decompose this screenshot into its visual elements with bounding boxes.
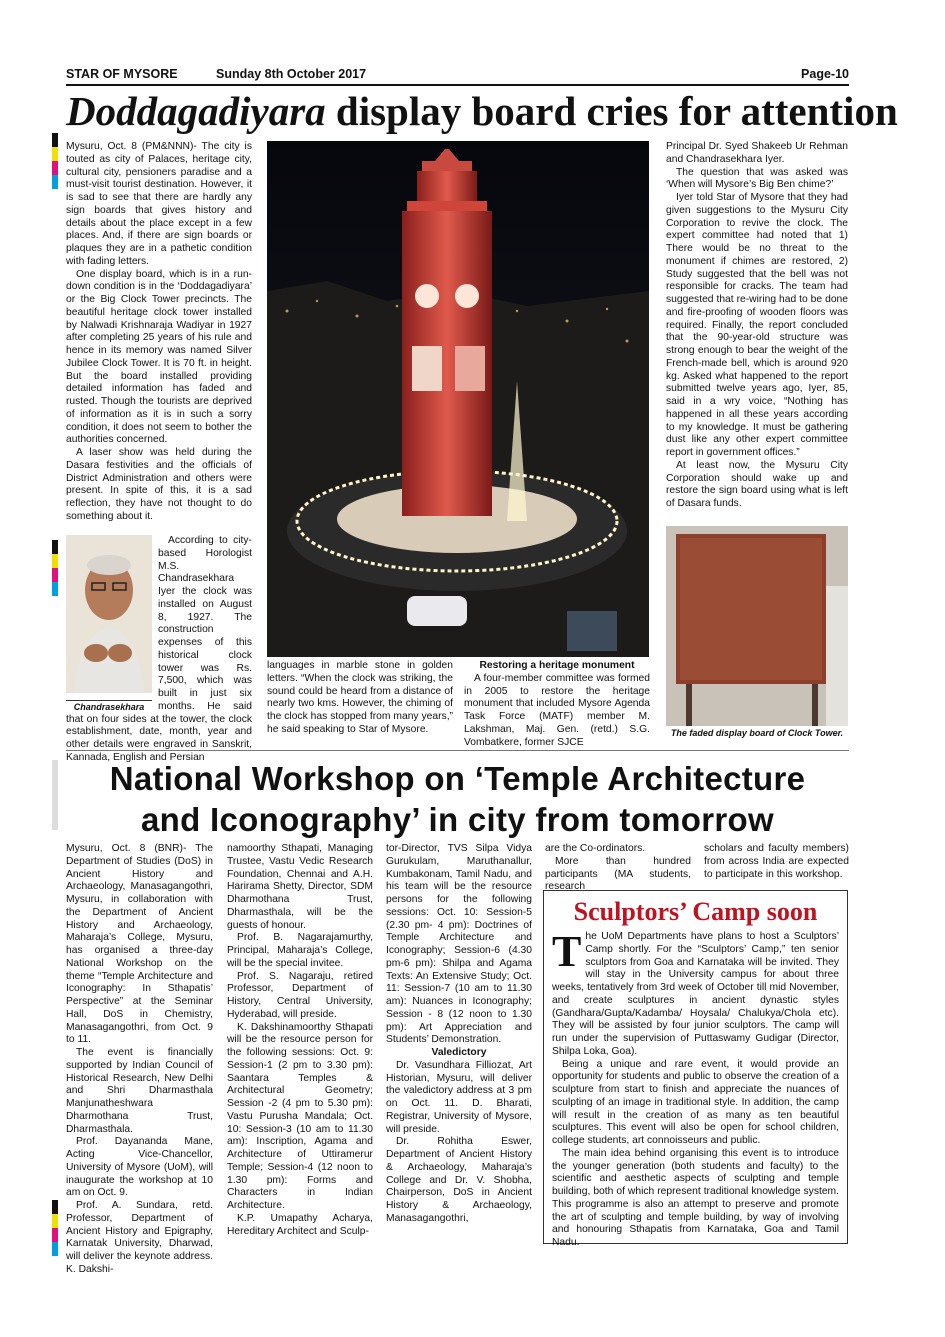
story2-para: The event is financially supported by Indian Council of Historical Research, New Delhi and Shri Dharmasthala Manjunatheshwara Dharmothana Trust, Dharmasthala. [66,1047,213,1135]
cmyk-bar-top [52,133,58,189]
headline-rest: display board cries for attention [325,88,898,134]
story2-para: namoorthy Sthapati, Managing Trustee, Vastu Vedic Research Foundation, Chennai and A.H. Harirama Shetty, Director, SDM Dharmothana Trust, Dharmasthala, will be the guests of honour. [227,843,373,931]
story1-col3 [464,660,650,746]
story1-para: One display board, which is in a run-down condition is in the ‘Doddagadiyara’ or the Big Clock Tower precincts. The beautiful heritage clock tower installed by Nalwadi Krishnaraja Wadiyar in 1927 after completing 25 years of his rule and hence in its memory was named Silver Jubilee Clock Tower. It is 70 ft. in height. But the board installed providing detailed information has faded and rusted. Though the tourists are deprived of information as it is in such a sorry condition, it does not seem to bother the authorities concerned. [66,268,252,446]
issue-date: Sunday 8th October 2017 [216,67,367,81]
story2-para: Dr. Rohitha Eswer, Department of Ancient History & Archaeology, Maharaja’s College and Dr. V. Shobha, Chairperson, DoS in Ancient History & Archaeology, Manasagangothri, [386,1136,532,1224]
story1-para: languages in marble stone in golden letters. “When the clock was striking, the sound could be heard from a distance of nearly two kms. However, the chiming of the clock has stopped from many years,” he said speaking to Star of Mysore. [267,660,453,735]
clock-tower-illustration [267,141,649,657]
page-number: Page-10 [801,67,849,81]
story1-col2 [267,660,453,746]
story2-para: scholars and faculty members) from across India are expected to participate in this workshop. [704,843,849,880]
story1-para: A four-member committee was formed in 2005 to restore the heritage monument that included Mysore Agenda Task Force (MATF) member M. Lakshman, Maj. Gen. (retd.) S.G. Vombatkere, former SJCE [464,672,650,748]
chandrasekhara-photo-frame [66,535,152,710]
story1-col1 [66,141,252,561]
story2-para: Prof. Dayananda Mane, Acting Vice-Chancellor, University of Mysore (UoM), will inaugurate the workshop at 10 am on Oct. 9. [66,1136,213,1199]
story2-col2 [227,843,373,1253]
cmyk-bar-mid [52,540,58,596]
story3-para: he UoM Departments have plans to host a Sculptors’ Camp shortly. For the “Sculptors’ Camp,” ten senior sculptors from Goa and Karnataka will be invited. They will stay in the University campus for about three weeks, tentatively from 3rd week of October till mid November, and create sculptures in ancient dynastic styles (Gandhara/Gupta/Kadamba/ Hoysala/ Chalukya/Chola etc). They will be assisted by four junior sculptors. The camp will run under the supervision of Puttaswamy Gudigar (Director, Shilpa Loka, Goa). [552,931,839,1057]
display-board-photo [666,526,848,726]
story2-para: Mysuru, Oct. 8 (BNR)- The Department of Studies (DoS) in Ancient History and Archaeology, Manasagangothri, Mysuru, in collaboration with the Department of Ancient History and Archaeology, Maharaja’s College, Mysuru, has organised a three-day National Workshop on the theme “Temple Architecture and Iconography: In Sthapatis’ Perspective” at the Seminar Hall, DoS in Chemistry, Manasagangothri, from Oct. 9 to 11. [66,843,213,1046]
story1-para: Principal Dr. Syed Shakeeb Ur Rehman and Chandrasekhara Iyer. [666,141,848,165]
paper-name: STAR OF MYSORE [66,67,178,81]
headline-clock-tower [66,86,898,136]
story1-para: According to city-based Horologist M.S. Chandrasekhara Iyer the clock was installed on August 8, 1927. The construction expenses of this historical clock tower was Rs. 7,500, which was built in just six months. He said that on four sides at the tower, the clock establishment, date, month, year and other details were engraved in Sanskrit, Kannada, English and Persian [66,535,252,763]
story3-para: The main idea behind organising this event is to introduce the younger generation (both students and faculty) to the scientific and aesthetic aspects of sculpting and temple building, both of which represent traditional knowledge system. This programme is also an attempt to preserve and promote the art of sculpting and temple building, by way of involving and honouring Sthapatis from Karnataka, Goa and Tamil Nadu. [552,1147,839,1248]
story1-col4 [666,141,848,521]
story1-para: At least now, the Mysuru City Corporation should wake up and restore the sign board using what is left of Dasara funds. [666,459,848,509]
sculptors-camp-box [543,890,848,1248]
clock-tower-photo [267,141,649,657]
headline-workshop [66,758,849,840]
masthead [66,64,849,84]
story2-para: Prof. B. Nagarajamurthy, Principal, Maharaja’s College, will be the special invitee. [227,932,373,969]
headline-line1: National Workshop on ‘Temple Architecture [109,760,806,797]
story2-para: Dr. Vasundhara Filliozat, Art Historian, Mysuru, will deliver the valedictory address at 3 pm on Oct. 11. D. Bharati, Registrar, University of Mysore, will preside. [386,1059,532,1135]
dropcap: T [552,927,582,976]
sculptors-camp-title: Sculptors’ Camp soon [573,897,818,926]
story2-para: K.P. Umapathy Acharya, Hereditary Architect and Sculp- [227,1212,373,1237]
story2-para: More than hundred participants (MA students, research [545,855,691,893]
chandrasekhara-photo [66,535,152,693]
story3-para: Being a unique and rare event, it would provide an opportunity for students and public to observe the creation of a sculpture from start to finish and appreciate the nuances of sculpting of an image in traditional style. In addition, the camp will result in the creation of as many as ten beautiful sculptures. This event will also be open for school children, college students, art connoisseurs and public. [552,1058,839,1146]
story1-para: Mysuru, Oct. 8 (PM&NNN)- The city is touted as city of Palaces, heritage city, cultural city, pensioners paradise and a must-visit tourist destination. However, it is sad to see that there are hardly any sign boards that gives history and details about the place except in a few places. And, if there are sign boards or plaques they are in a pathetic condition with fading letters. [66,141,252,267]
story1-subhead: Restoring a heritage monument [479,660,635,671]
story2-col4 [545,843,691,893]
section-rule [66,750,849,751]
cmyk-bar-bottom [52,1200,58,1256]
story1-para: A laser show was held during the Dasara festivities and the officials of District Administration and others were present. In spite of this, it is a sad reflection, they have not thought to do something about it. [66,447,252,522]
chandrasekhara-caption: Chandrasekhara [66,700,152,714]
story2-para: K. Dakshinamoorthy Sthapati will be the resource person for the following sessions: Oct. 9: Session-1 (2 pm to 3.30 pm): Saantara Temples & Architectural Geometry; Session -2 (4 pm to 5.30 pm): Vastu Purusha Mandala; Oct. 10: Session-3 (10 am to 11.30 am): Inscription, Agama and Architecture of Uttiramerur Temple; Session-4 (12 noon to 1.30 pm): Forms and Characters in Indian Architecture. [227,1021,373,1211]
story2-subhead: Valedictory [431,1047,487,1058]
display-board-illustration [666,526,848,726]
headline-line2: and Iconography’ in city from tomorrow [141,801,774,838]
story2-para: tor-Director, TVS Silpa Vidya Gurukulam, Maruthanallur, Kumbakonam, Tamil Nadu, and his team will be the resource persons for the following sessions: Oct. 10: Session-5 (2.30 pm- 4 pm): Doctrines of Temple Architecture and Iconography; Session-6 (4.30 pm-6 pm): Shilpa and Agama Texts: An Extensive Study; Oct. 11: Session-7 (10 am to 11.30 am): Nuances in Iconography; Session - 8 (12 noon to 1.30 pm): Art Appreciation and Students’ Demonstration. [386,843,532,1046]
display-board-caption: The faded display board of Clock Tower. [670,728,844,738]
story2-para: are the Co-ordinators. [545,843,646,854]
story2-col5 [704,843,849,883]
story2-para: Prof. S. Nagaraju, retired Professor, Department of History, Central University, Hyderabad, will preside. [227,970,373,1020]
story2-para: Prof. A. Sundara, retd. Professor, Department of Ancient History and Epigraphy, Karnatak University, Dharwad, will deliver the keynote address. K. Dakshi- [66,1200,213,1275]
story1-col1-lower [66,535,252,763]
story2-col3 [386,843,532,1253]
story1-para: The question that was asked was ‘When will Mysore’s Big Ben chime?’ [666,166,848,191]
gray-bar [52,760,58,830]
story1-para: Iyer told Star of Mysore that they had given suggestions to the Mysuru City Corporation to revive the clock. The expert committee had noted that 1) There would be no threat to the monument if chimes are restored, 2) Study suggested that the bell was not responsible for cracks. The team had suggested that re-wiring had to be done and fire-proofing of wooden floors was required. Finally, the report concluded that the 90-year-old structure was strong enough to bear the weight of the French-made bell, which is around 920 kg. Asked what happened to the report submitted twelve years ago, Iyer, 85, said in a wry voice, “Nothing has happened in all these years according to my knowledge. It must be gathering dust like any other expert committee report in government offices.” [666,192,848,458]
sculptors-camp-body [544,927,847,1250]
story2-col1 [66,843,213,1275]
headline-italic: Doddagadiyara [66,88,326,134]
